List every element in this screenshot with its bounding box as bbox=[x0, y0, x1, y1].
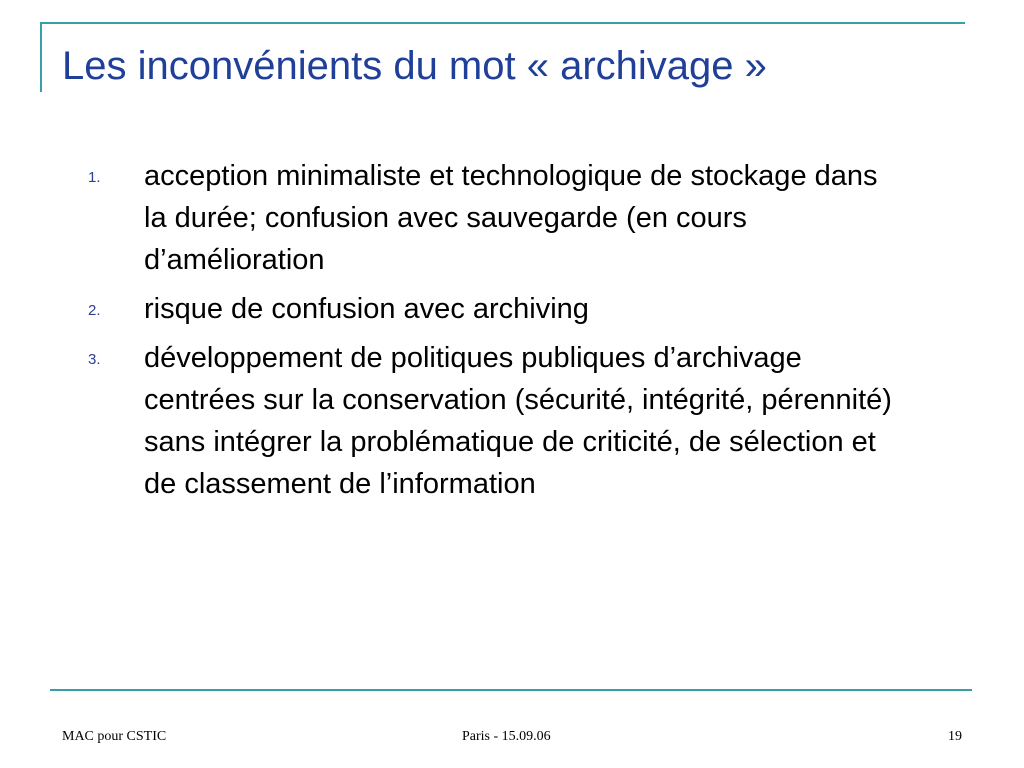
list-item-number: 1. bbox=[88, 169, 101, 186]
list-item-number: 2. bbox=[88, 302, 101, 319]
list-item-number: 3. bbox=[88, 351, 101, 368]
list-item-1 bbox=[0, 155, 1024, 281]
list-item-text: risque de confusion avec archiving bbox=[144, 293, 589, 325]
title-frame-left-line bbox=[40, 22, 42, 92]
footer-location-date: Paris - 15.09.06 bbox=[462, 729, 551, 744]
slide-page-number: 19 bbox=[948, 729, 962, 744]
list-item-text: acception minimaliste et technologique de stockage dans la durée; confusion avec sauvegarde (en cours d’amélioration bbox=[144, 160, 878, 276]
list-item-3 bbox=[0, 337, 1024, 505]
list-item-text: développement de politiques publiques d’archivage centrées sur la conservation (sécurité, intégrité, pérennité) sans intégrer la problématique de criticité, de sélection et de classement de l’information bbox=[144, 342, 892, 500]
footer-divider bbox=[50, 689, 972, 691]
slide-title: Les inconvénients du mot « archivage » bbox=[62, 44, 767, 88]
footer-event-name: MAC pour CSTIC bbox=[62, 729, 167, 744]
title-frame-top-line bbox=[40, 22, 965, 24]
content-list bbox=[0, 155, 1024, 512]
list-item-2 bbox=[0, 288, 1024, 330]
